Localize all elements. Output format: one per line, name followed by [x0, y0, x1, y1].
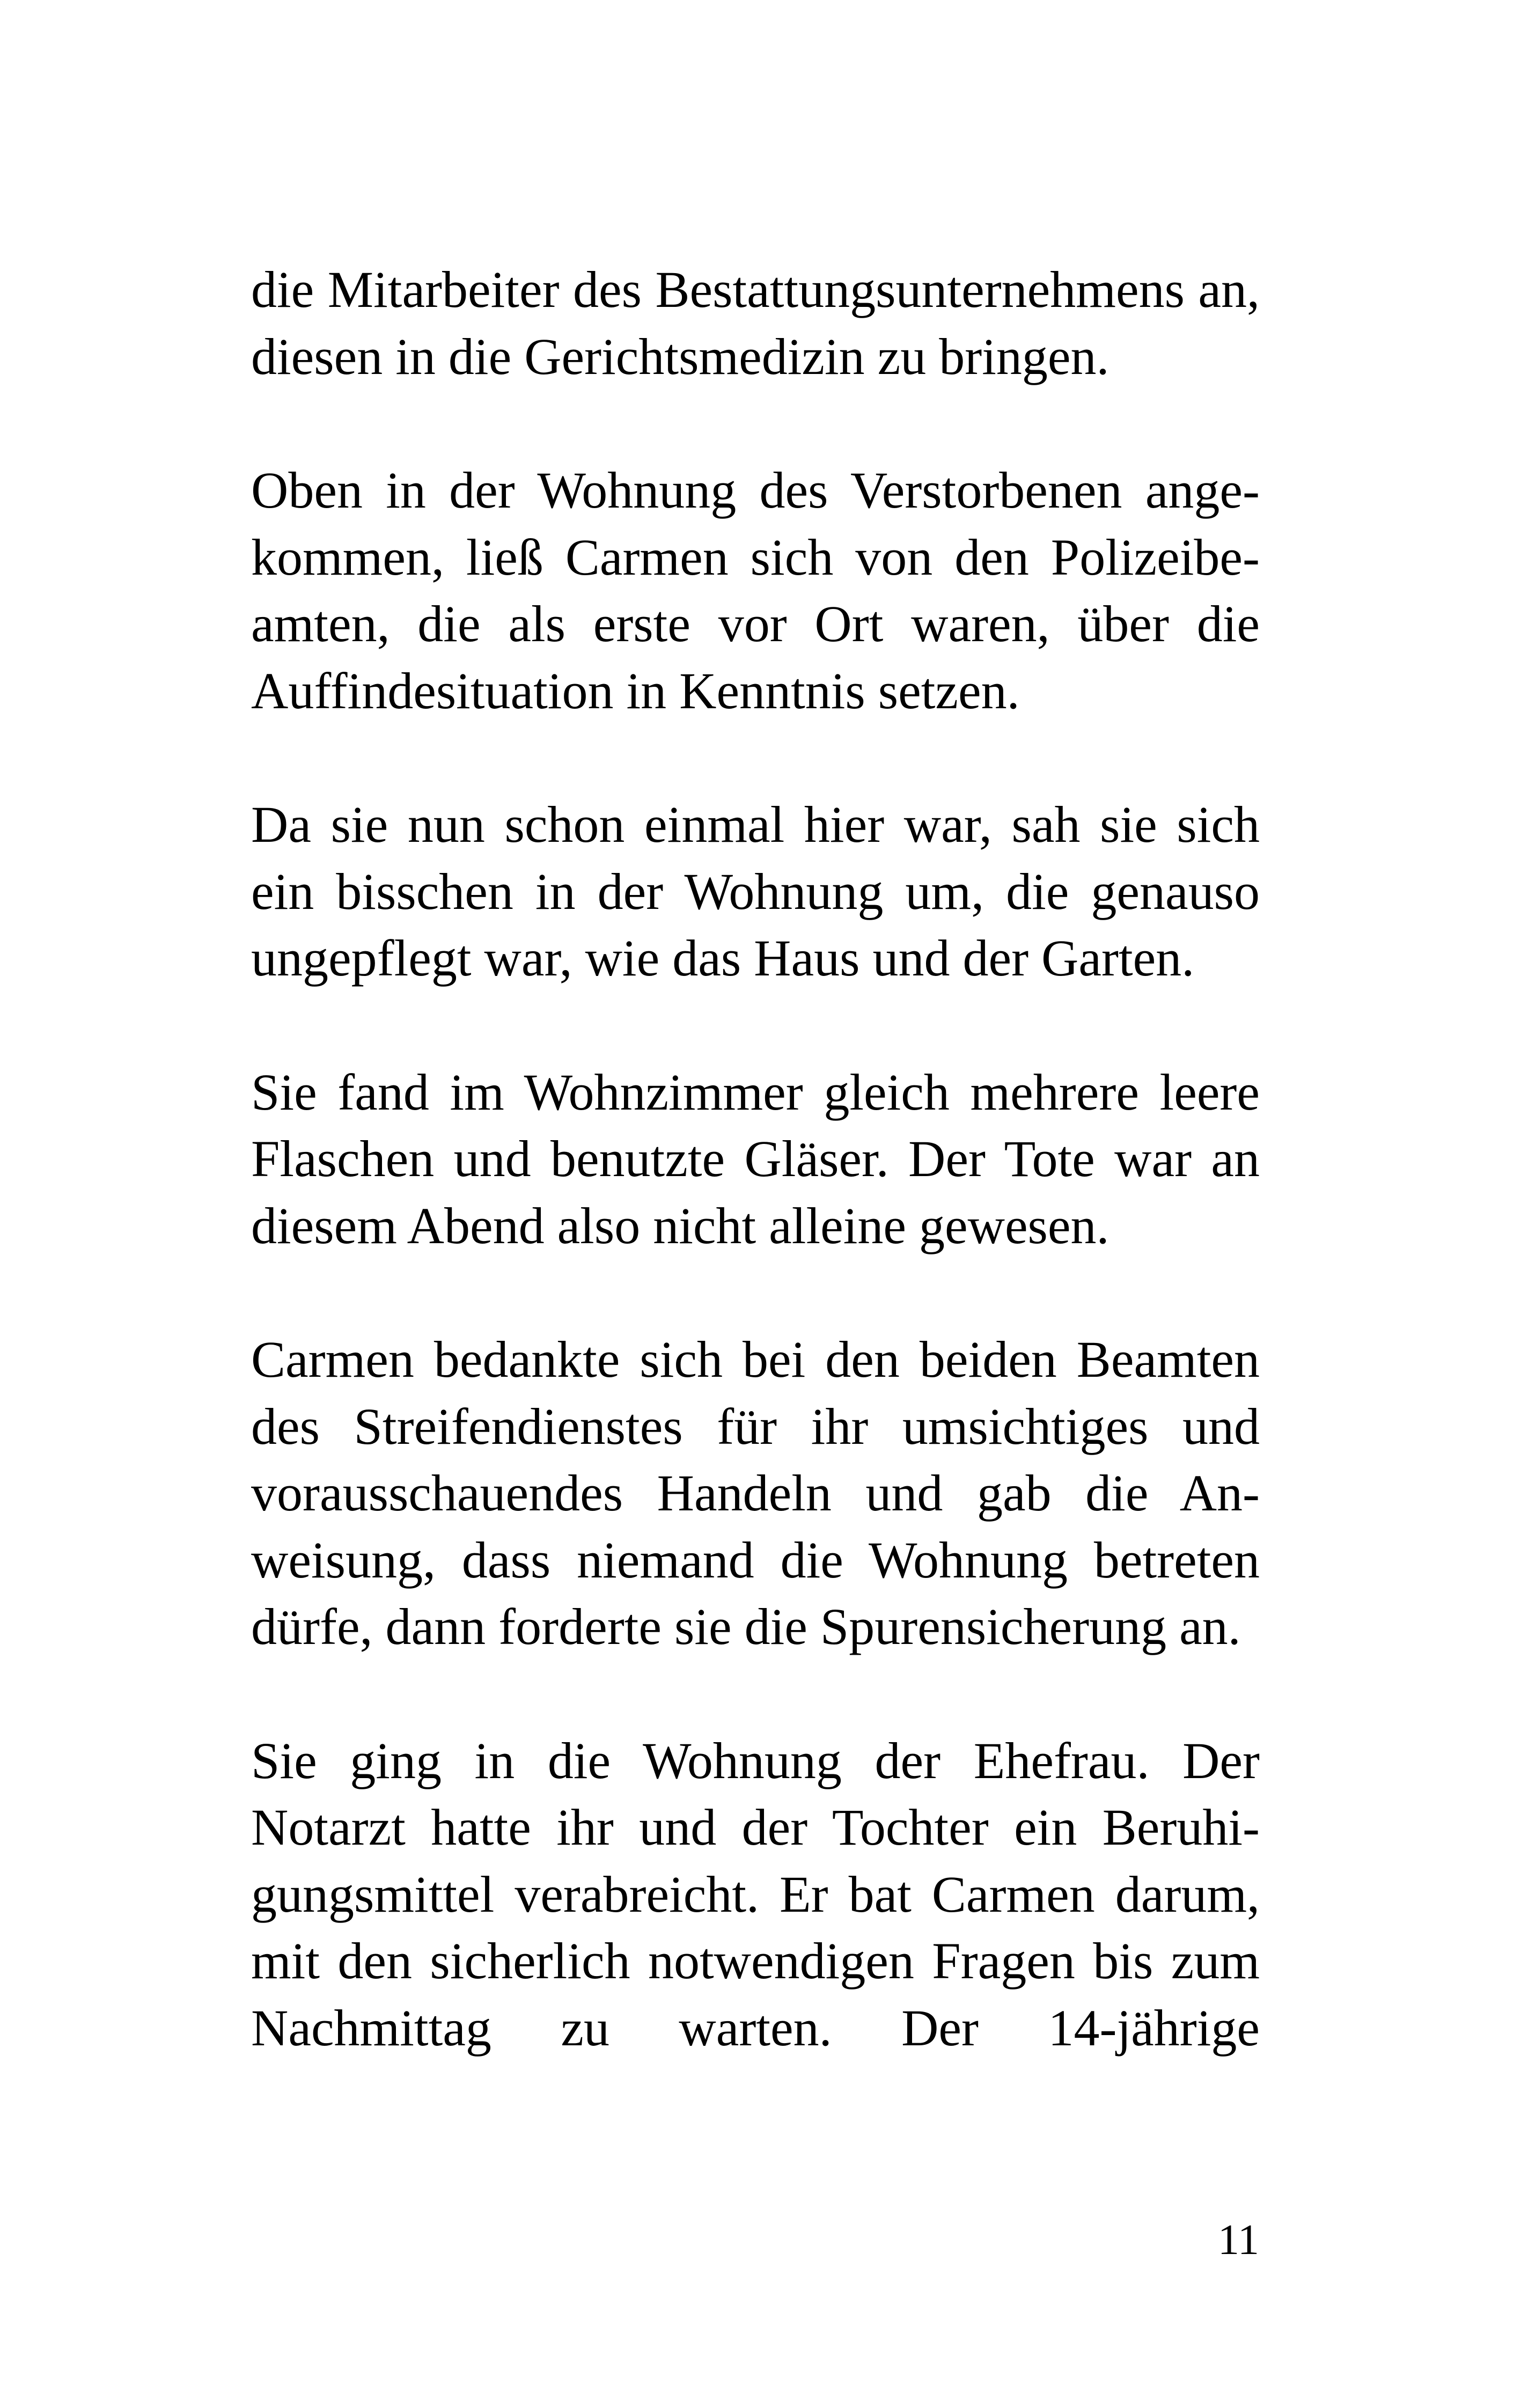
paragraph: die Mitarbeiter des Bestattungsunternehmens an, diesen in die Gerichtsmedizin zu bringen.	[251, 261, 1260, 385]
paragraph: Sie ging in die Wohnung der Ehefrau. Der Notarzt hatte ihr und der Tochter ein Beruhigungsmittel verabreicht. Er bat Carmen darum, mit den sicherlich notwendigen Fragen bis zum Nachmittag zu warten. Der 14-jährige	[251, 1731, 1260, 2057]
paragraph: Sie fand im Wohnzimmer gleich mehrere leere Flaschen und benutzte Gläser. Der Tote war an diesem Abend also nicht alleine gewesen.	[251, 1063, 1260, 1254]
paragraph: Da sie nun schon einmal hier war, sah sie sich ein bisschen in der Wohnung um, die genauso ungepflegt war, wie das Haus und der Garten.	[251, 796, 1260, 987]
paragraph: Oben in der Wohnung des Verstorbenen angekommen, ließ Carmen sich von den Polizeibeamten, die als erste vor Ort waren, über die Auffindesituation in Kenntnis setzen.	[251, 461, 1260, 720]
page-number: 11	[1217, 2216, 1259, 2264]
paragraph: Carmen bedankte sich bei den beiden Beamten des Streifendienstes für ihr umsichtiges und vorausschauendes Handeln und gab die Anweisung, dass niemand die Wohnung betreten dürfe, dann forderte sie die Spurensicherung an.	[251, 1331, 1260, 1655]
body-text	[251, 256, 1260, 2061]
